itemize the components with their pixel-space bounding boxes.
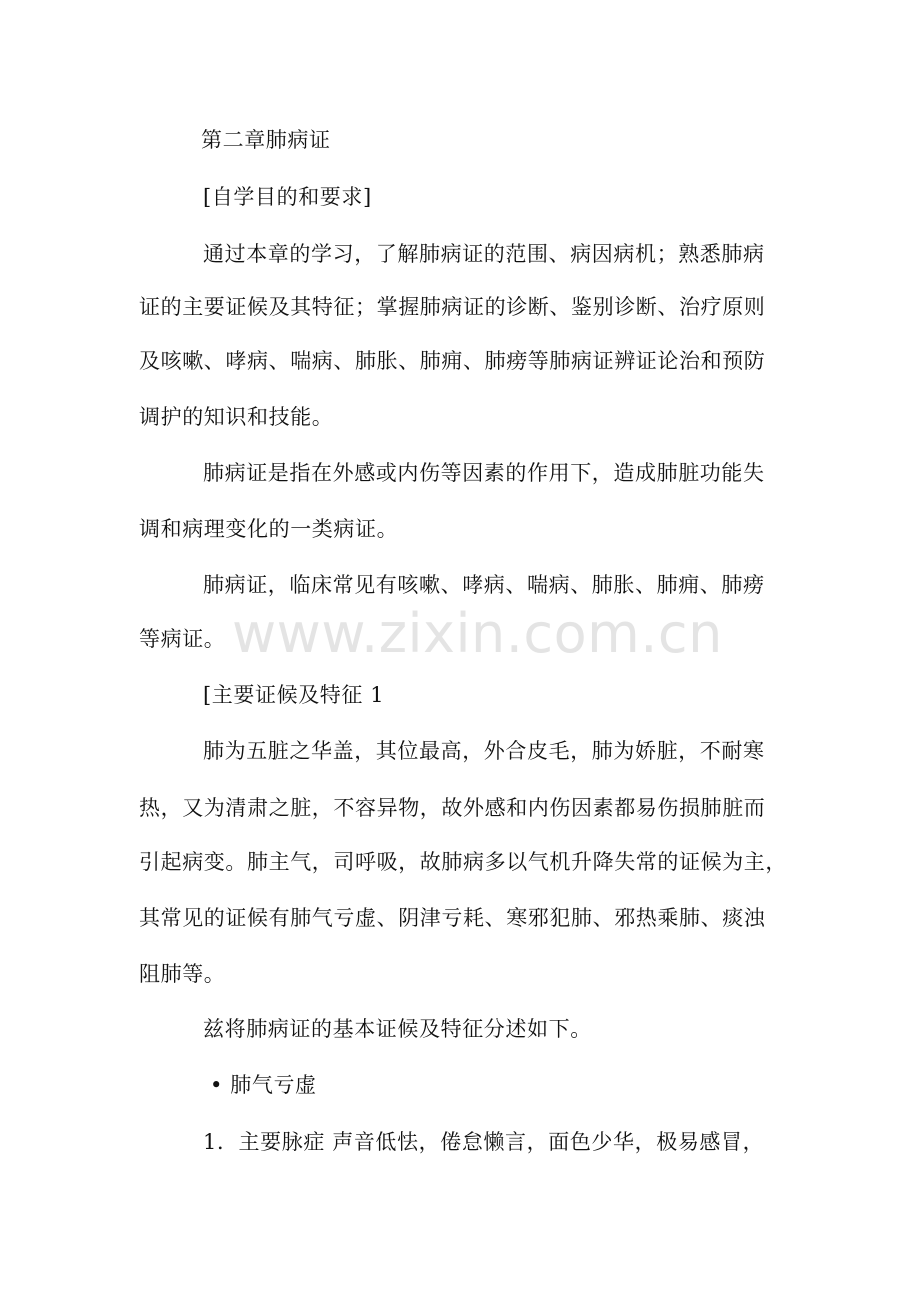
main-paragraph-line: 肺为五脏之华盖，其位最高，外合皮毛，肺为娇脏，不耐寒 (203, 739, 765, 763)
watermark: www.zixin.com.cn (232, 602, 723, 665)
section-heading-goals: [自学目的和要求] (203, 185, 372, 209)
goals-paragraph-line: 通过本章的学习，了解肺病证的范围、病因病机；熟悉肺病 (203, 242, 765, 266)
definition-paragraph-line: 肺病证是指在外感或内伤等因素的作用下，造成肺脏功能失 (203, 461, 765, 485)
definition-paragraph-line: 调和病理变化的一类病证。 (139, 517, 399, 541)
intro-line: 兹将肺病证的基本证候及特征分述如下。 (203, 1017, 592, 1041)
common-paragraph-line: 等病证。 (139, 627, 226, 651)
common-paragraph-line: 肺病证，临床常见有咳嗽、哮病、喘病、肺胀、肺痈、肺痨 (203, 573, 765, 597)
main-paragraph-line: 热，又为清肃之脏，不容异物，故外感和内伤因素都易伤损肺脏而 (139, 796, 766, 820)
goals-paragraph-line: 证的主要证候及其特征；掌握肺病证的诊断、鉴别诊断、治疗原则 (139, 295, 766, 319)
goals-paragraph-line: 调护的知识和技能。 (139, 405, 334, 429)
chapter-title: 第二章肺病证 (201, 128, 331, 152)
goals-paragraph-line: 及咳嗽、哮病、喘病、肺胀、肺痈、肺痨等肺病证辨证论治和预防 (139, 349, 766, 373)
main-paragraph-line: 其常见的证候有肺气亏虚、阴津亏耗、寒邪犯肺、邪热乘肺、痰浊 (139, 906, 766, 930)
section-heading-main: [主要证候及特征 1 (203, 683, 385, 707)
subheading-lung-qi-deficiency: • 肺气亏虚 (210, 1073, 317, 1097)
list-item: 1．主要脉症 声音低怯，倦怠懒言，面色少华，极易感冒， (203, 1130, 765, 1154)
main-paragraph-line: 阻肺等。 (139, 962, 226, 986)
main-paragraph-line: 引起病变。肺主气，司呼吸，故肺病多以气机升降失常的证候为主， (139, 850, 787, 874)
